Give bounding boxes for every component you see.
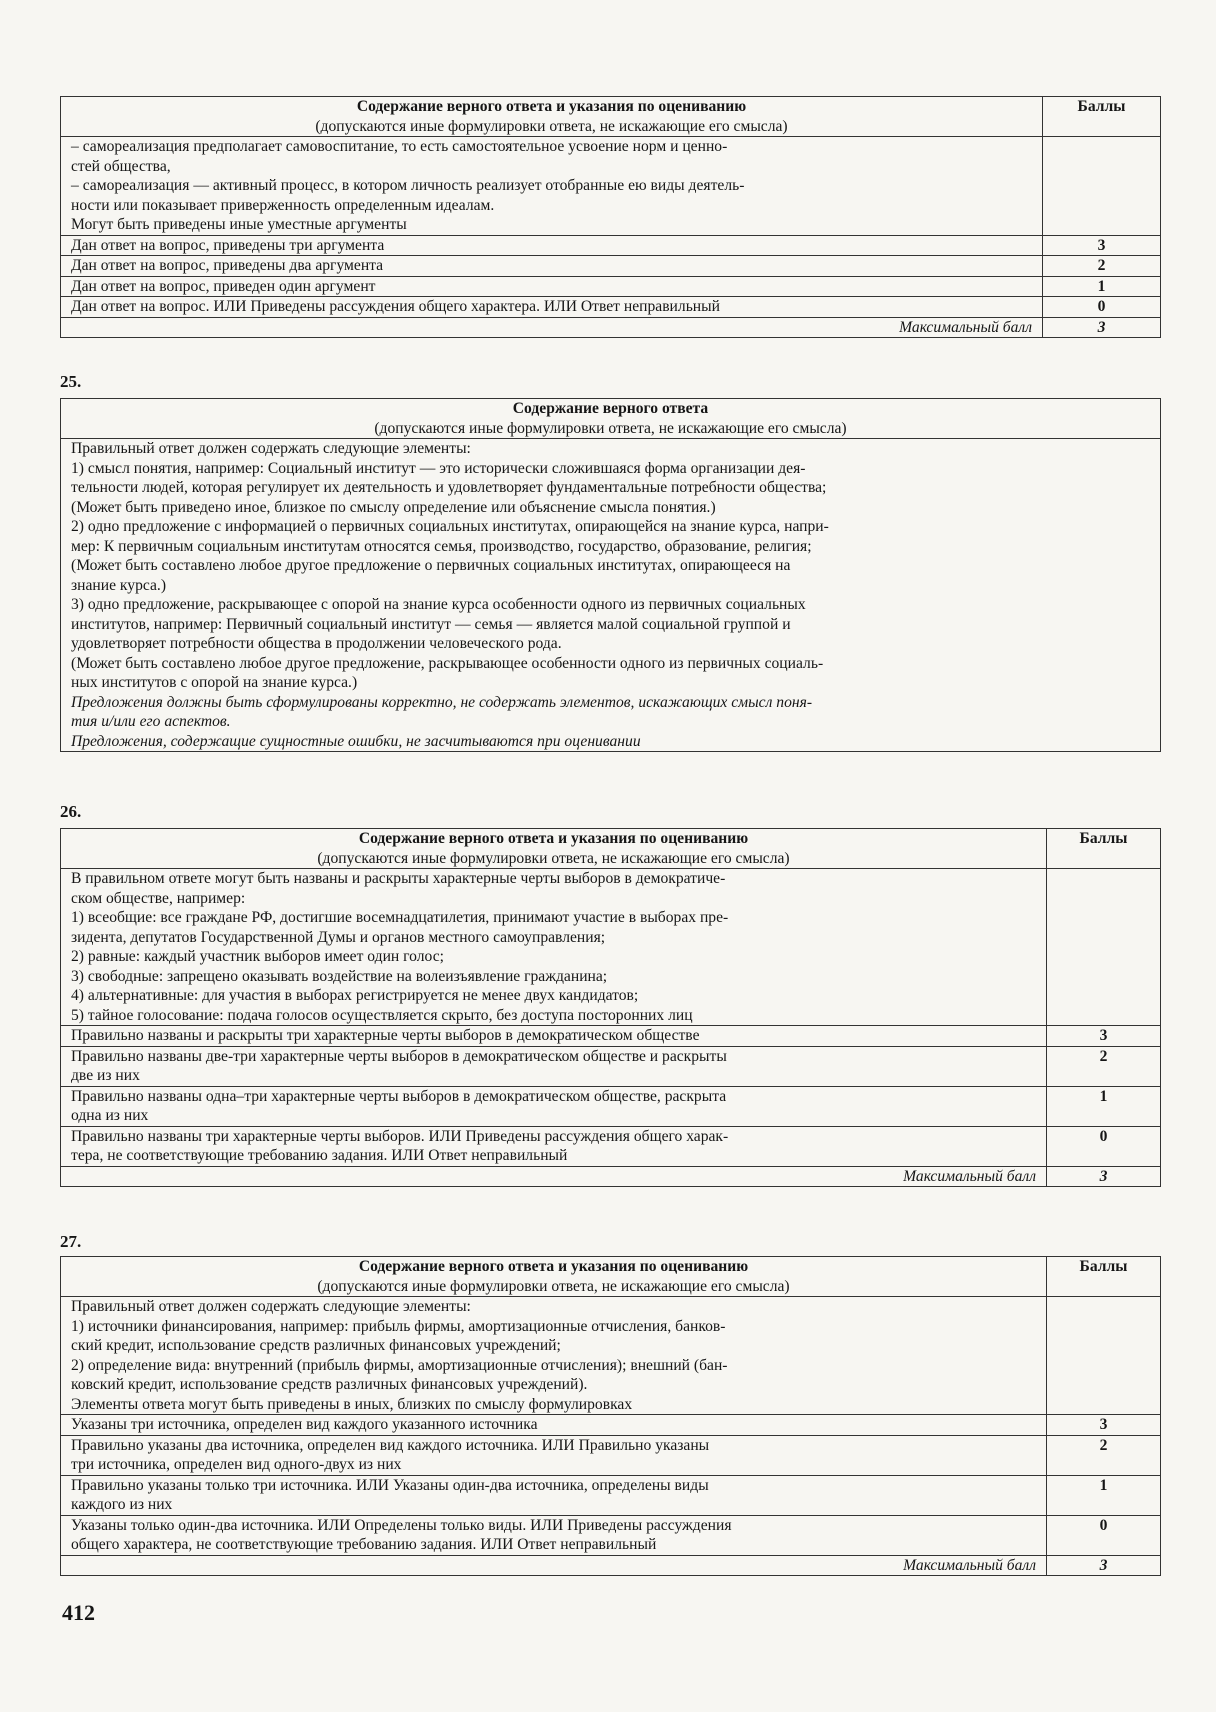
table-q25	[60, 398, 1161, 752]
criteria-line: Правильно указаны два источника, определен вид каждого источника. ИЛИ Правильно указаны	[71, 1436, 710, 1454]
content-line: тельности людей, которая регулирует их деятельность и удовлетворяет фундаментальные потребности общества;	[71, 479, 827, 496]
criteria-row	[61, 1515, 1161, 1555]
criteria-line: Правильно названы две-три характерные черты выборов в демократическом обществе и раскрыты	[71, 1047, 727, 1065]
criteria-row	[61, 1086, 1161, 1126]
score-header: Баллы	[1079, 830, 1128, 847]
content-line: удовлетворяет потребности общества в продолжении человеческого рода.	[71, 635, 562, 652]
table-header-row	[61, 399, 1161, 439]
content-line: мер: К первичным социальным институтам относятся семья, производство, государство, образование, религия;	[71, 537, 812, 555]
criteria-row	[61, 1026, 1161, 1047]
criteria-line: Правильно названы и раскрыты три характерные черты выборов в демократическом обществе	[71, 1027, 700, 1044]
content-line: (Может быть приведено иное, близкое по смыслу определение или объяснение смысла понятия.)	[71, 498, 716, 516]
page-number: 412	[62, 1600, 95, 1625]
content-line: (Может быть составлено любое другое предложение о первичных социальных институтах, опирающееся на	[71, 557, 791, 574]
header-title: Содержание верного ответа	[512, 400, 709, 417]
criteria-text	[61, 1086, 1047, 1126]
content-line: стей общества,	[71, 157, 171, 175]
header-cell	[61, 829, 1047, 869]
content-cell	[61, 439, 1161, 752]
max-score-label: Максимальный балл	[61, 1166, 1047, 1187]
content-line: 1) источники финансирования, например: прибыль фирмы, амортизационные отчисления, банков-	[71, 1317, 726, 1335]
content-line: В правильном ответе могут быть названы и раскрыты характерные черты выборов в демократиче-	[71, 870, 726, 887]
score-header: Баллы	[1079, 1258, 1128, 1275]
criteria-text	[61, 1515, 1047, 1555]
max-score-label: Максимальный балл	[61, 1555, 1047, 1576]
content-line: знание курса.)	[71, 576, 167, 594]
table-header-row	[61, 1257, 1161, 1297]
criteria-row	[61, 276, 1161, 297]
criteria-line: Правильно названы три характерные черты выборов. ИЛИ Приведены рассуждения общего харак-	[71, 1127, 729, 1145]
content-row	[61, 869, 1161, 1026]
criteria-row	[61, 1126, 1161, 1166]
max-score-value: 3	[1047, 1555, 1161, 1576]
empty-score-cell	[1043, 137, 1161, 236]
max-score-value: 3	[1047, 1166, 1161, 1187]
content-cell	[61, 1297, 1047, 1415]
criteria-text: Дан ответ на вопрос. ИЛИ Приведены рассуждения общего характера. ИЛИ Ответ неправильный	[61, 297, 1043, 318]
criteria-text	[61, 1046, 1047, 1086]
max-score-row	[61, 1555, 1161, 1576]
criteria-score: 2	[1043, 256, 1161, 277]
table-header-row	[61, 829, 1161, 869]
header-cell	[61, 97, 1043, 137]
content-line: зидента, депутатов Государственной Думы и органов местного самоуправления;	[71, 928, 606, 946]
criteria-row	[61, 256, 1161, 277]
question-number: 25.	[60, 372, 82, 391]
table-header-row	[61, 97, 1161, 137]
criteria-row	[61, 1435, 1161, 1475]
empty-score-cell	[1047, 1297, 1161, 1415]
criteria-text: Дан ответ на вопрос, приведены два аргумента	[61, 256, 1043, 277]
criteria-score: 1	[1043, 276, 1161, 297]
score-header-cell	[1043, 97, 1161, 137]
criteria-row	[61, 235, 1161, 256]
content-cell	[61, 137, 1043, 236]
note-line: Предложения должны быть сформулированы корректно, не содержать элементов, искажающих смысл поня-	[71, 693, 813, 711]
content-line: Правильный ответ должен содержать следующие элементы:	[71, 1298, 471, 1315]
header-title: Содержание верного ответа и указания по оцениванию	[358, 1258, 749, 1275]
score-header-cell	[1047, 1257, 1161, 1297]
header-subtitle: (допускаются иные формулировки ответа, не искажающие его смысла)	[315, 117, 788, 135]
table-q27	[60, 1256, 1161, 1576]
criteria-line: общего характера, не соответствующие требованию задания. ИЛИ Ответ неправильный	[71, 1536, 657, 1553]
content-row	[61, 439, 1161, 752]
criteria-score: 2	[1047, 1435, 1161, 1475]
question-number: 26.	[60, 802, 82, 821]
content-line: 2) равные: каждый участник выборов имеет один голос;	[71, 948, 444, 965]
criteria-row	[61, 1415, 1161, 1436]
header-title: Содержание верного ответа и указания по оцениванию	[356, 98, 747, 115]
content-line: 5) тайное голосование: подача голосов осуществляется скрыто, без доступа посторонних лиц	[71, 1006, 693, 1024]
criteria-line: Правильно названы одна–три характерные черты выборов в демократическом обществе, раскрыта	[71, 1087, 727, 1105]
content-line: 1) смысл понятия, например: Социальный институт — это исторически сложившаяся форма организации дея-	[71, 459, 806, 477]
criteria-score: 1	[1047, 1086, 1161, 1126]
content-line: 2) одно предложение с информацией о первичных социальных институтах, опирающейся на знание курса, напри-	[71, 518, 829, 535]
header-subtitle: (допускаются иные формулировки ответа, не искажающие его смысла)	[317, 849, 790, 867]
note-line: тия и/или его аспектов.	[71, 713, 231, 730]
content-line: ский кредит, использование средств различных финансовых учреждений;	[71, 1337, 561, 1354]
content-line: 2) определение вида: внутренний (прибыль фирмы, амортизационные отчисления); внешний (бан-	[71, 1356, 728, 1374]
criteria-score: 3	[1043, 235, 1161, 256]
question-number: 27.	[60, 1232, 82, 1251]
criteria-line: каждого из них	[71, 1496, 173, 1513]
criteria-score: 0	[1047, 1126, 1161, 1166]
criteria-line: тера, не соответствующие требованию задания. ИЛИ Ответ неправильный	[71, 1147, 568, 1164]
content-line: – самореализация — активный процесс, в котором личность реализует отобранные ею виды деятель-	[71, 177, 745, 194]
criteria-text	[61, 1415, 1047, 1436]
criteria-row	[61, 297, 1161, 318]
criteria-score: 0	[1047, 1515, 1161, 1555]
score-header: Баллы	[1077, 98, 1126, 115]
content-line: ности или показывает приверженность определенным идеалам.	[71, 196, 495, 214]
content-line: 3) свободные: запрещено оказывать воздействие на волеизъявление гражданина;	[71, 967, 608, 985]
criteria-text	[61, 1435, 1047, 1475]
content-line: (Может быть составлено любое другое предложение, раскрывающее особенности одного из первичных социаль-	[71, 654, 824, 672]
criteria-line: Указаны только один-два источника. ИЛИ Определены только виды. ИЛИ Приведены рассуждения	[71, 1516, 732, 1534]
criteria-row	[61, 1475, 1161, 1515]
max-score-row	[61, 317, 1161, 338]
header-subtitle: (допускаются иные формулировки ответа, не искажающие его смысла)	[317, 1277, 790, 1295]
header-cell	[61, 399, 1161, 439]
table-q26	[60, 828, 1161, 1187]
header-cell	[61, 1257, 1047, 1297]
content-line: 3) одно предложение, раскрывающее с опорой на знание курса особенности одного из первичных социальных	[71, 596, 806, 613]
content-line: 4) альтернативные: для участия в выборах регистрируется не менее двух кандидатов;	[71, 987, 639, 1004]
header-subtitle: (допускаются иные формулировки ответа, не искажающие его смысла)	[374, 419, 847, 437]
criteria-line: одна из них	[71, 1107, 149, 1124]
empty-score-cell	[1047, 869, 1161, 1026]
max-score-row	[61, 1166, 1161, 1187]
content-line: Правильный ответ должен содержать следующие элементы:	[71, 440, 471, 457]
table-q24	[60, 96, 1161, 338]
criteria-text	[61, 1126, 1047, 1166]
content-line: – самореализация предполагает самовоспитание, то есть самостоятельное усвоение норм и ценно-	[71, 138, 728, 155]
content-line: 1) всеобщие: все граждане РФ, достигшие восемнадцатилетия, принимают участие в выборах пре-	[71, 909, 729, 926]
score-header-cell	[1047, 829, 1161, 869]
max-score-label: Максимальный балл	[61, 317, 1043, 338]
criteria-text	[61, 1026, 1047, 1047]
content-line: ском обществе, например:	[71, 889, 246, 907]
content-line: ковский кредит, использование средств различных финансовых учреждений).	[71, 1376, 588, 1393]
content-line: ных институтов с опорой на знание курса.)	[71, 674, 358, 691]
content-row	[61, 137, 1161, 236]
content-line: институтов, например: Первичный социальный институт — семья — является малой социальной группой и	[71, 615, 791, 633]
criteria-text: Дан ответ на вопрос, приведены три аргумента	[61, 235, 1043, 256]
note-line: Предложения, содержащие сущностные ошибки, не засчитываются при оценивании	[71, 732, 641, 750]
content-row	[61, 1297, 1161, 1415]
content-line: Элементы ответа могут быть приведены в иных, близких по смыслу формулировках	[71, 1395, 633, 1413]
criteria-line: Указаны три источника, определен вид каждого указанного источника	[71, 1416, 538, 1433]
criteria-score: 2	[1047, 1046, 1161, 1086]
content-cell	[61, 869, 1047, 1026]
criteria-score: 1	[1047, 1475, 1161, 1515]
content-line: Могут быть приведены иные уместные аргументы	[71, 216, 407, 233]
criteria-score: 0	[1043, 297, 1161, 318]
criteria-text: Дан ответ на вопрос, приведен один аргумент	[61, 276, 1043, 297]
criteria-text	[61, 1475, 1047, 1515]
criteria-line: три источника, определен вид одного-двух из них	[71, 1456, 402, 1473]
criteria-score: 3	[1047, 1026, 1161, 1047]
header-title: Содержание верного ответа и указания по оцениванию	[358, 830, 749, 847]
criteria-line: две из них	[71, 1067, 140, 1084]
criteria-row	[61, 1046, 1161, 1086]
max-score-value: 3	[1043, 317, 1161, 338]
criteria-line: Правильно указаны только три источника. ИЛИ Указаны один-два источника, определены виды	[71, 1476, 709, 1494]
criteria-score: 3	[1047, 1415, 1161, 1436]
